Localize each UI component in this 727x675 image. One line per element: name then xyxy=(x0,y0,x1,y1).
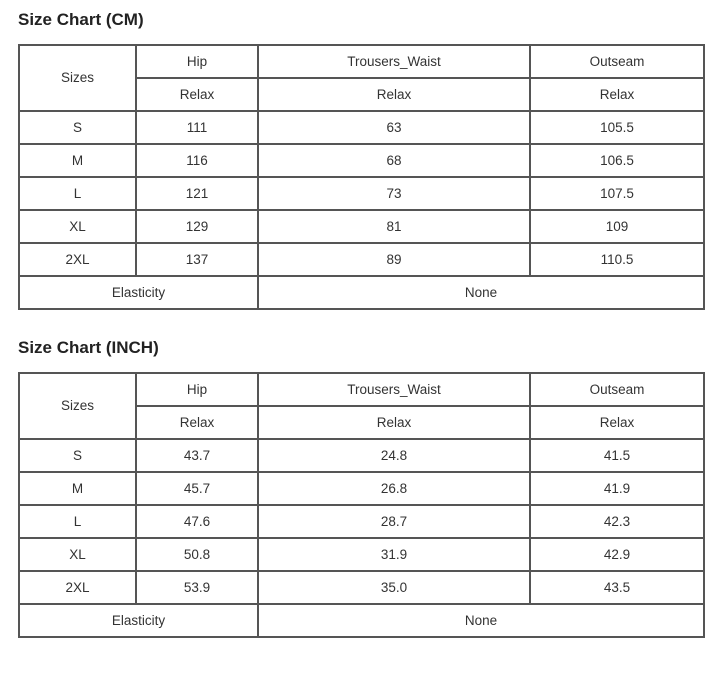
hip-cell: 111 xyxy=(136,111,258,144)
size-cell: L xyxy=(19,177,136,210)
elasticity-label: Elasticity xyxy=(19,276,258,309)
table-row xyxy=(19,243,704,276)
hip-header: Hip xyxy=(136,45,258,78)
waist-cell: 31.9 xyxy=(258,538,530,571)
hip-cell: 53.9 xyxy=(136,571,258,604)
waist-cell: 68 xyxy=(258,144,530,177)
hip-cell: 116 xyxy=(136,144,258,177)
size-cell: 2XL xyxy=(19,243,136,276)
waist-cell: 89 xyxy=(258,243,530,276)
hip-header: Hip xyxy=(136,373,258,406)
size-cell: S xyxy=(19,111,136,144)
outseam-cell: 41.9 xyxy=(530,472,704,505)
outseam-header: Outseam xyxy=(530,373,704,406)
table-row xyxy=(19,571,704,604)
trousers-waist-header: Trousers_Waist xyxy=(258,45,530,78)
size-cell: XL xyxy=(19,210,136,243)
table-row xyxy=(19,472,704,505)
outseam-cell: 107.5 xyxy=(530,177,704,210)
outseam-cell: 105.5 xyxy=(530,111,704,144)
table-row xyxy=(19,111,704,144)
sizes-header: Sizes xyxy=(19,373,136,439)
table-row xyxy=(19,505,704,538)
outseam-cell: 106.5 xyxy=(530,144,704,177)
hip-fit: Relax xyxy=(136,78,258,111)
size-chart-cm-title: Size Chart (CM) xyxy=(18,10,144,29)
outseam-cell: 110.5 xyxy=(530,243,704,276)
elasticity-value: None xyxy=(258,604,704,637)
waist-cell: 28.7 xyxy=(258,505,530,538)
size-cell: L xyxy=(19,505,136,538)
table-header-row xyxy=(19,45,704,78)
size-cell: 2XL xyxy=(19,571,136,604)
table-row xyxy=(19,144,704,177)
waist-cell: 73 xyxy=(258,177,530,210)
trousers-waist-fit: Relax xyxy=(258,406,530,439)
outseam-cell: 42.3 xyxy=(530,505,704,538)
outseam-fit: Relax xyxy=(530,406,704,439)
outseam-cell: 43.5 xyxy=(530,571,704,604)
elasticity-label: Elasticity xyxy=(19,604,258,637)
trousers-waist-header: Trousers_Waist xyxy=(258,373,530,406)
size-cell: S xyxy=(19,439,136,472)
size-chart-inch-title: Size Chart (INCH) xyxy=(18,338,159,357)
size-cell: XL xyxy=(19,538,136,571)
hip-cell: 137 xyxy=(136,243,258,276)
size-cell: M xyxy=(19,472,136,505)
waist-cell: 81 xyxy=(258,210,530,243)
outseam-header: Outseam xyxy=(530,45,704,78)
waist-cell: 24.8 xyxy=(258,439,530,472)
hip-cell: 47.6 xyxy=(136,505,258,538)
size-chart-cm-table xyxy=(18,44,705,310)
waist-cell: 35.0 xyxy=(258,571,530,604)
hip-fit: Relax xyxy=(136,406,258,439)
hip-cell: 43.7 xyxy=(136,439,258,472)
hip-cell: 129 xyxy=(136,210,258,243)
waist-cell: 63 xyxy=(258,111,530,144)
elasticity-value: None xyxy=(258,276,704,309)
size-cell: M xyxy=(19,144,136,177)
table-row xyxy=(19,177,704,210)
elasticity-row xyxy=(19,276,704,309)
trousers-waist-fit: Relax xyxy=(258,78,530,111)
table-row xyxy=(19,538,704,571)
hip-cell: 50.8 xyxy=(136,538,258,571)
table-header-row xyxy=(19,373,704,406)
hip-cell: 121 xyxy=(136,177,258,210)
table-row xyxy=(19,210,704,243)
elasticity-row xyxy=(19,604,704,637)
hip-cell: 45.7 xyxy=(136,472,258,505)
outseam-cell: 109 xyxy=(530,210,704,243)
outseam-cell: 42.9 xyxy=(530,538,704,571)
sizes-header: Sizes xyxy=(19,45,136,111)
table-row xyxy=(19,439,704,472)
outseam-cell: 41.5 xyxy=(530,439,704,472)
size-chart-inch-table xyxy=(18,372,705,638)
outseam-fit: Relax xyxy=(530,78,704,111)
waist-cell: 26.8 xyxy=(258,472,530,505)
